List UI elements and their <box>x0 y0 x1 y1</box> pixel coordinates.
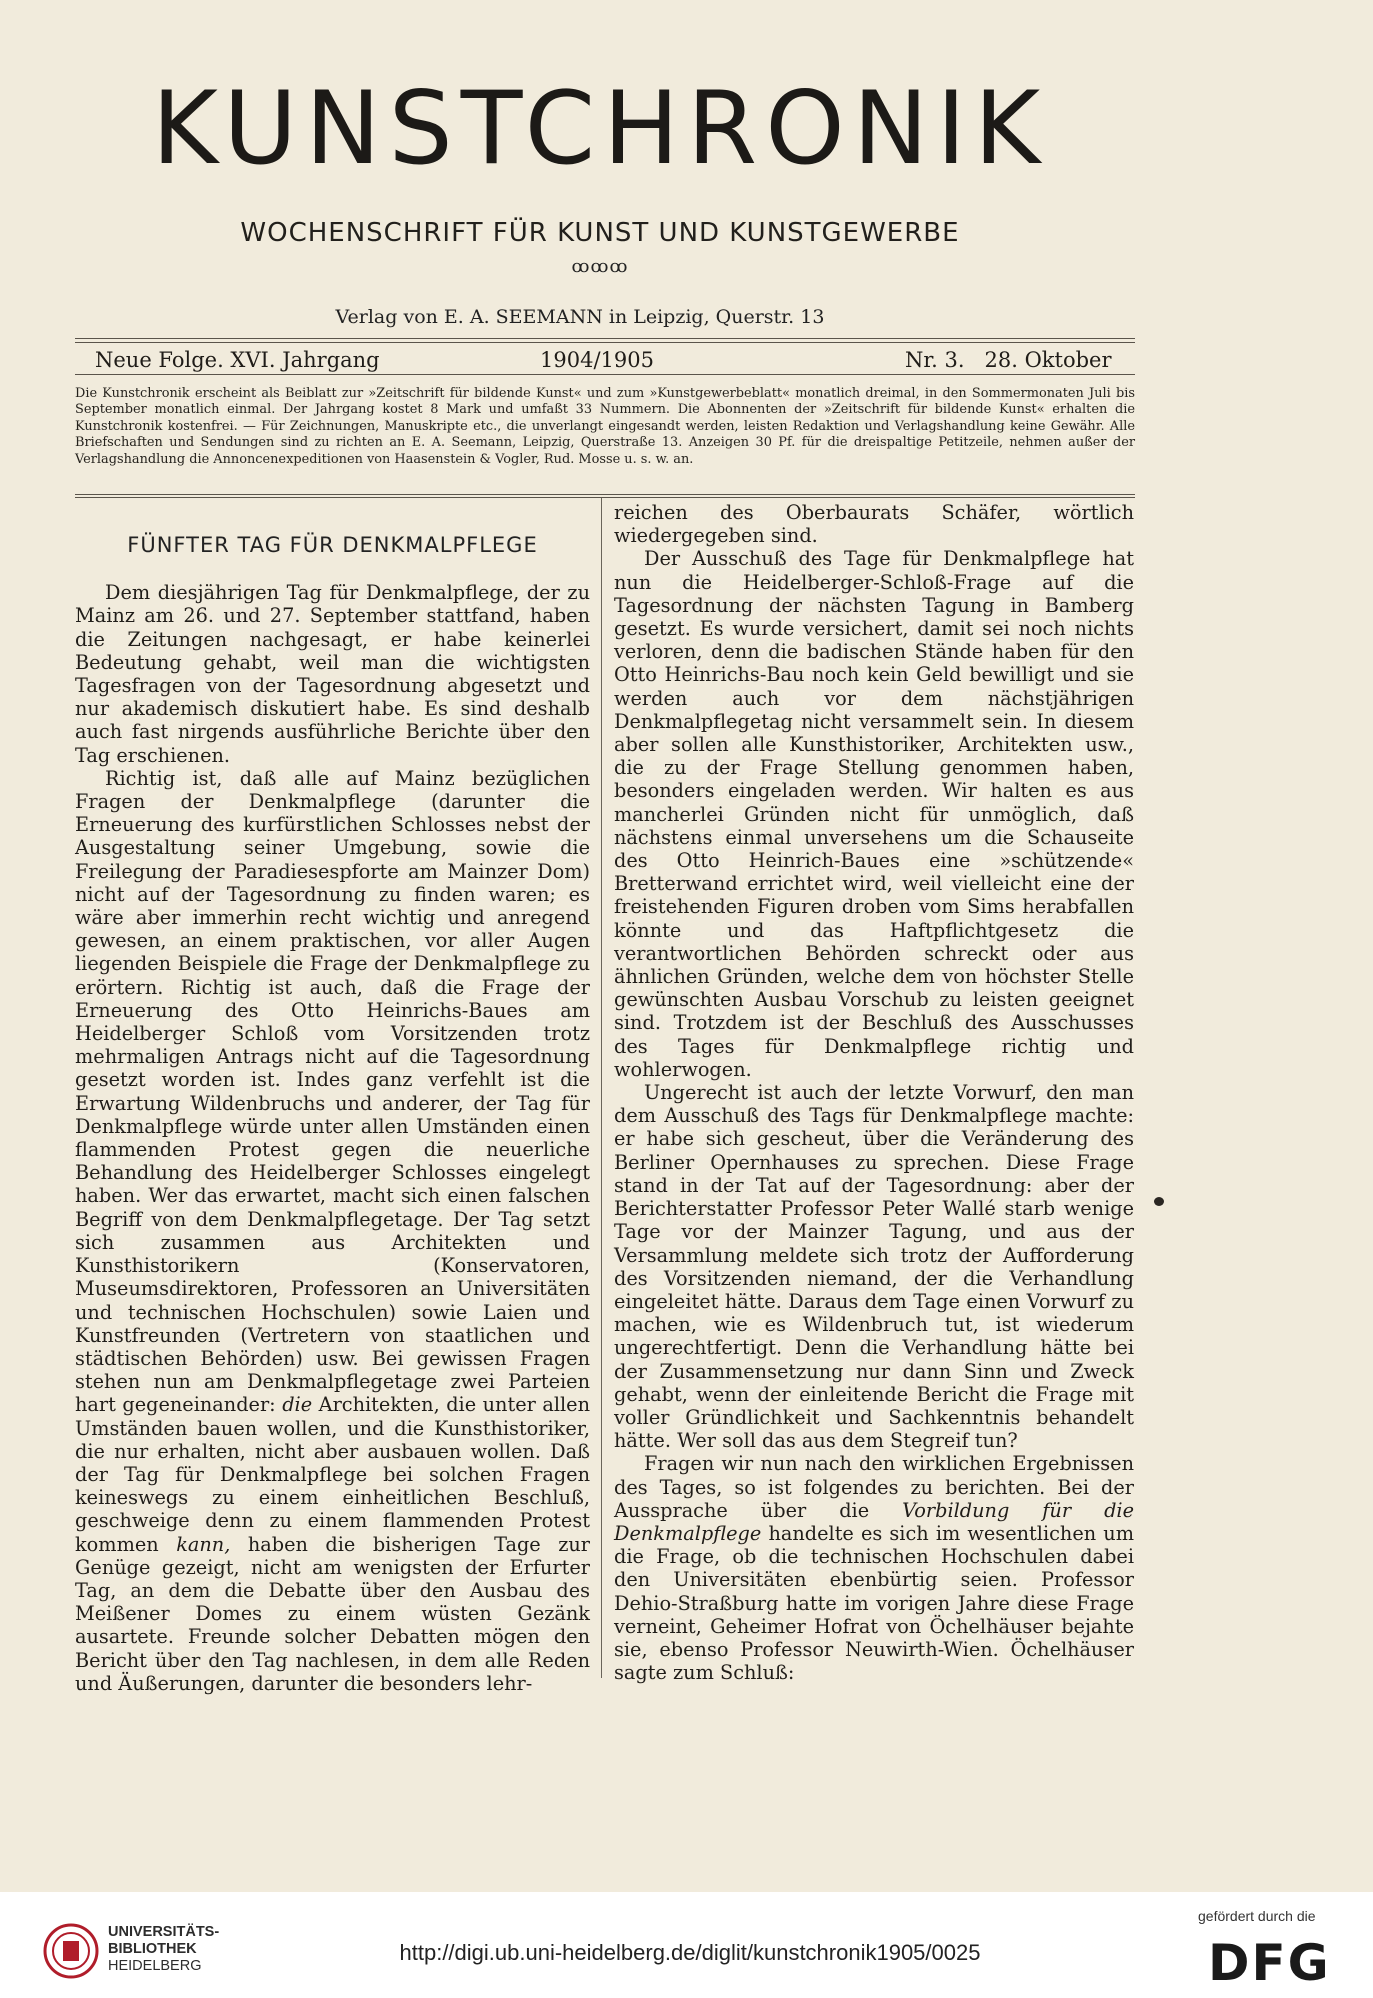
right-p4-emphasis: Vorbildung für die Denkmalpflege <box>614 1498 1134 1545</box>
right-paragraph-2: Der Ausschuß des Tage für Denkmalpflege hat nun die Heidelberger-Schloß-Frage auf die Tagesordnung der nächsten Tagung in Bamberg gesetzt. Es wurde versichert, damit sei noch nichts verloren, denn die badischen Stände haben für den Otto Heinrichs-Bau noch kein Geld bewilligt und sie werden auch vor dem nächstjährigen Denkmalpflegetag nicht versammelt sein. In diesem aber sollen alle Kunsthistoriker, Architekten usw., die zu der Frage Stellung genommen haben, besonders eingeladen werden. Wir halten es aus mancherlei Gründen nicht für unmöglich, daß nächstens einmal unversehens um die Schauseite des Otto Heinrich-Baues eine »schützende« Bretterwand errichtet wird, weil vielleicht eine der freistehenden Figuren droben vom Sims herabfallen könnte und das Haftpflichtgesetz die verantwortlichen Behörden schreckt oder aus ähnlichen Gründen, welche dem von höchster Stelle gewünschten Ausbau Vorschub zu leisten geeignet sind. Trotzdem ist der Beschluß des Ausschusses des Tages für Denkmalpflege richtig und wohlerwogen. <box>614 547 1134 1081</box>
column-divider <box>601 498 602 1678</box>
left-paragraph-2 <box>75 767 590 1695</box>
rule-article-inner <box>75 497 1135 498</box>
funder-label: gefördert durch die <box>1198 1908 1316 1924</box>
right-column <box>614 501 1134 1684</box>
left-p2-text-b: Architekten, die unter allen Umständen bauen wollen, und die Kunsthistoriker, die nur erhalten, nicht aber ausbauen wollen. Daß der Tag für Denkmalpflege bei solchen Fragen keineswegs zu einem einheitlichen Beschluß, geschweige denn zu einem flammenden Protest kommen <box>75 1393 591 1556</box>
viewer-footer <box>0 1892 1373 1998</box>
issue-year: 1904/1905 <box>540 348 654 372</box>
right-p4-text-b: handelte es sich im wesentlichen um die Frage, ob die technischen Hochschulen dabei den Universitäten ebenbürtig seien. Professor Dehio-Straßburg hatte im vorigen Jahre diese Frage verneint, Geheimer Hofrat von Öchelhäuser bejahte sie, ebenso Professor Neuwirth-Wien. Öchelhäuser sagte zum Schluß: <box>614 1521 1134 1685</box>
rule-top-inner <box>75 342 1135 343</box>
rule-issue <box>75 374 1135 375</box>
right-paragraph-4 <box>614 1452 1134 1684</box>
university-seal-icon <box>42 1922 100 1980</box>
ink-speck <box>1154 1197 1164 1206</box>
left-p2-emphasis-2: kann, <box>176 1532 231 1556</box>
institution-name <box>108 1924 219 1975</box>
left-p2-emphasis-1: die <box>282 1393 313 1417</box>
publisher-line: Verlag von E. A. SEEMANN in Leipzig, Querstr. 13 <box>335 306 825 328</box>
right-paragraph-3: Ungerecht ist auch der letzte Vorwurf, den man dem Ausschuß des Tags für Denkmalpflege machte: er habe sich gescheut, über die Veränderung des Berliner Opernhauses zu sprechen. Diese Frage stand in der Tat auf der Tagesordnung: aber der Berichterstatter Professor Peter Wallé starb wenige Tage vor der Mainzer Tagung, und aus der Versammlung meldete sich trotz der Aufforderung des Vorsitzenden niemand, der die Verhandlung eingeleitet hätte. Daraus dem Tage einen Vorwurf zu machen, wie es Wildenbruch tut, ist wiederum ungerechtfertigt. Denn die Verhandlung hätte bei der Zusammensetzung nur dann Sinn und Zweck gehabt, wenn der einleitende Bericht die Frage mit voller Gründlichkeit und Sachkenntnis behandelt hätte. Wer soll das aus dem Stegreif tun? <box>614 1081 1134 1453</box>
subscription-notice: Die Kunstchronik erscheint als Beiblatt zur »Zeitschrift für bildende Kunst« und zum »Kunstgewerbeblatt« monatlich dreimal, in den Sommermonaten Juli bis September monatlich einmal. Der Jahrgang kostet 8 Mark und umfaßt 33 Nummern. Die Abonnenten der »Zeitschrift für bildende Kunst« erhalten die Kunstchronik kostenfrei. — Für Zeichnungen, Manuskripte etc., die unverlangt eingesandt werden, leisten Redaktion und Verlagshandlung keine Gewähr. Alle Briefschaften und Sendungen sind zu richten an E. A. Seemann, Leipzig, Querstraße 13. Anzeigen 30 Pf. für die dreispaltige Petitzeile, nehmen außer der Verlagshandlung die Annoncenexpeditionen von Haasenstein & Vogler, Rud. Mosse u. s. w. an. <box>75 386 1135 467</box>
issue-number-date: Nr. 3. 28. Oktober <box>905 348 1112 372</box>
right-paragraph-1: reichen des Oberbaurats Schäfer, wörtlich wiedergegeben sind. <box>614 501 1134 548</box>
left-paragraph-1: Dem diesjährigen Tag für Denkmalpflege, der zu Mainz am 26. und 27. September stattfand, haben die Zeitungen nachgesagt, er habe keinerlei Bedeutung gehabt, weil man die wichtigsten Tagesfragen von der Tagesordnung abgesetzt und nur akademisch diskutiert habe. Es sind deshalb auch fast nirgends ausführliche Berichte über den Tag erschienen. <box>75 581 590 767</box>
masthead-subtitle: WOCHENSCHRIFT FÜR KUNST UND KUNSTGEWERBE <box>240 218 960 248</box>
rule-article <box>75 494 1135 495</box>
article-heading: FÜNFTER TAG FÜR DENKMALPFLEGE <box>127 533 538 557</box>
left-column <box>75 510 590 1695</box>
institution-line-1: UNIVERSITÄTS- <box>108 1924 220 1940</box>
rule-top <box>75 338 1135 339</box>
issue-series: Neue Folge. XVI. Jahrgang <box>95 348 380 372</box>
left-p2-text-c: haben die bisherigen Tage zur Genüge gezeigt, nicht am wenigsten der Erfurter Tag, an dem die Debatte über den Ausbau des Meißener Domes zu einem wüsten Gezänk ausartete. Freunde solcher Debatten mögen den Bericht über den Tag nachlesen, in dem alle Reden und Äußerungen, darunter die besonders lehr- <box>75 1532 590 1695</box>
masthead-title: KUNSTCHRONIK <box>151 69 1049 187</box>
ornament-divider: ꝏꝏꝏ <box>571 256 629 277</box>
permalink-url[interactable]: http://digi.ub.uni-heidelberg.de/diglit/kunstchronik1905/0025 <box>399 1940 981 1965</box>
left-p2-text-a: Richtig ist, daß alle auf Mainz bezüglichen Fragen der Denkmalpflege (darunter die Erneuerung des kurfürstlichen Schlosses nebst der Ausgestaltung seiner Umgebung, sowie die Freilegung der Paradiesespforte am Mainzer Dom) nicht auf der Tagesordnung zu finden waren; es wäre aber immerhin recht wichtig und anregend gewesen, an einem praktischen, vor aller Augen liegenden Beispiele die Frage der Denkmalpflege zu erörtern. Richtig ist auch, daß die Frage der Erneuerung des Otto Heinrichs-Baues am Heidelberger Schloß vom Vorsitzenden trotz mehrmaligen Antrags nicht auf die Tagesordnung gesetzt worden ist. Indes ganz verfehlt ist die Erwartung Wildenbruchs und anderer, der Tag für Denkmalpflege würde unter allen Umständen einen flammenden Protest gegen die neuerliche Behandlung des Heidelberger Schlosses eingelegt haben. Wer das erwartet, macht sich einen falschen Begriff von dem Denkmalpflegetage. Der Tag setzt sich zusammen aus Architekten und Kunsthistorikern (Konservatoren, Museumsdirektoren, Professoren an Universitäten und technischen Hochschulen) sowie Laien und Kunstfreunden (Vertretern von staatlichen und städtischen Behörden) usw. Bei gewissen Fragen stehen nun am Denkmalpflegetage zwei Parteien hart gegeneinander: <box>75 766 590 1417</box>
institution-line-3: HEIDELBERG <box>108 1958 202 1974</box>
right-p4-text-a: Fragen wir nun nach den wirklichen Ergebnissen des Tages, so ist folgendes zu berichten. Bei der Aussprache über die <box>614 1452 1134 1522</box>
institution-line-2: BIBLIOTHEK <box>108 1941 197 1957</box>
dfg-logo: DFG <box>1208 1934 1331 1992</box>
